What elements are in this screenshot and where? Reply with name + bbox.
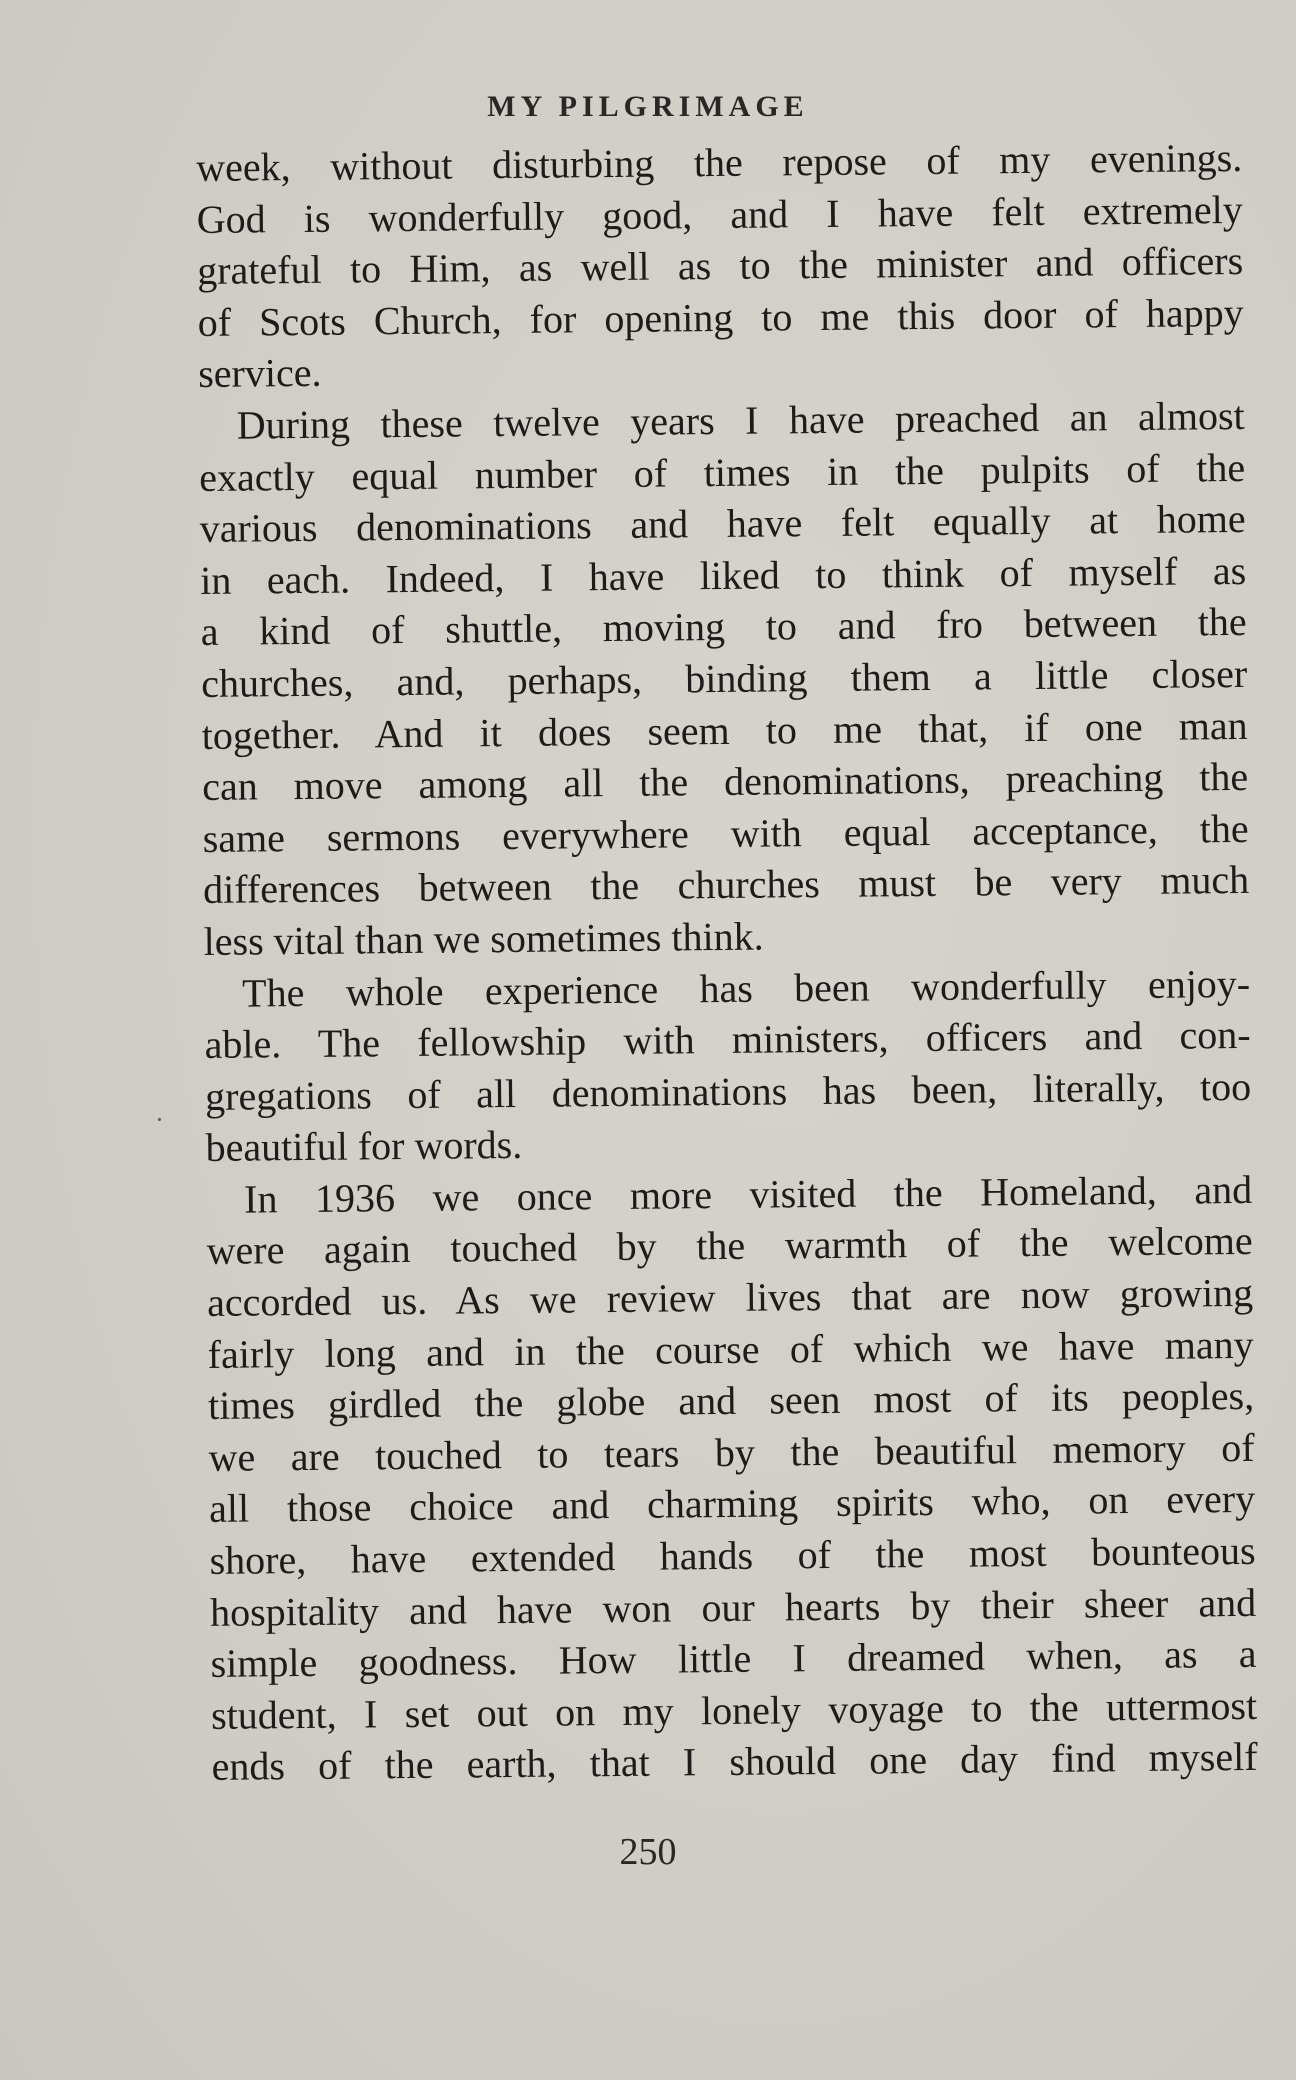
text-line: times girdled the globe and seen most of its peoples, <box>207 1373 1255 1429</box>
text-line: student, I set out on my lonely voyage to the uttermost <box>210 1682 1258 1738</box>
text-line: God is wonderfully good, and I have felt extremely <box>196 186 1243 242</box>
text-line: able. The fellowship with ministers, officers and con- <box>204 1012 1251 1068</box>
text-line: simple goodness. How little I dreamed when, as a <box>210 1631 1257 1687</box>
text-line: differences between the churches must be very much <box>202 857 1250 913</box>
text-line: we are touched to tears by the beautiful memory of <box>208 1424 1255 1480</box>
text-line: gregations of all denominations has been, literally, too <box>204 1063 1252 1119</box>
text-line: fairly long and in the course of which we have many <box>207 1321 1254 1377</box>
text-line: ends of the earth, that I should one day find myself <box>211 1734 1258 1790</box>
body-text <box>196 132 1258 1793</box>
paper-speck <box>158 1118 161 1121</box>
text-line: grateful to Him, as well as to the minister and officers <box>197 238 1244 294</box>
text-line: beautiful for words. <box>205 1122 523 1171</box>
text-line: hospitality and have won our hearts by their sheer and <box>209 1579 1257 1635</box>
text-line: various denominations and have felt equally at home <box>199 496 1246 552</box>
text-line: The whole experience has been wonderfully enjoy- <box>241 960 1251 1016</box>
text-line: service. <box>198 350 322 397</box>
text-line: exactly equal number of times in the pulpits of the <box>199 444 1246 500</box>
text-line: same sermons everywhere with equal acceptance, the <box>202 805 1249 861</box>
text-line: all those choice and charming spirits who, on every <box>208 1476 1256 1532</box>
text-line: During these twelve years I have preached an almost <box>236 392 1245 448</box>
text-line: week, without disturbing the repose of my evenings. <box>196 134 1243 190</box>
text-line: together. And it does seem to me that, if one man <box>201 702 1248 758</box>
text-line: were again touched by the warmth of the welcome <box>206 1218 1253 1274</box>
running-head: MY PILGRIMAGE <box>487 90 809 123</box>
text-line: churches, and, perhaps, binding them a little closer <box>200 650 1248 706</box>
text-line: in each. Indeed, I have liked to think of myself as <box>199 547 1247 603</box>
text-line: can move among all the denominations, preaching the <box>201 754 1249 810</box>
text-line: shore, have extended hands of the most bounteous <box>209 1527 1256 1583</box>
text-line: In 1936 we once more visited the Homeland, and <box>243 1166 1253 1222</box>
text-line: a kind of shuttle, moving to and fro between the <box>200 599 1247 655</box>
text-line: less vital than we sometimes think. <box>203 913 764 964</box>
page-number: 250 <box>619 1831 677 1873</box>
text-line: accorded us. As we review lives that are now growing <box>206 1269 1254 1326</box>
text-line: of Scots Church, for opening to me this door of happy <box>197 289 1244 345</box>
